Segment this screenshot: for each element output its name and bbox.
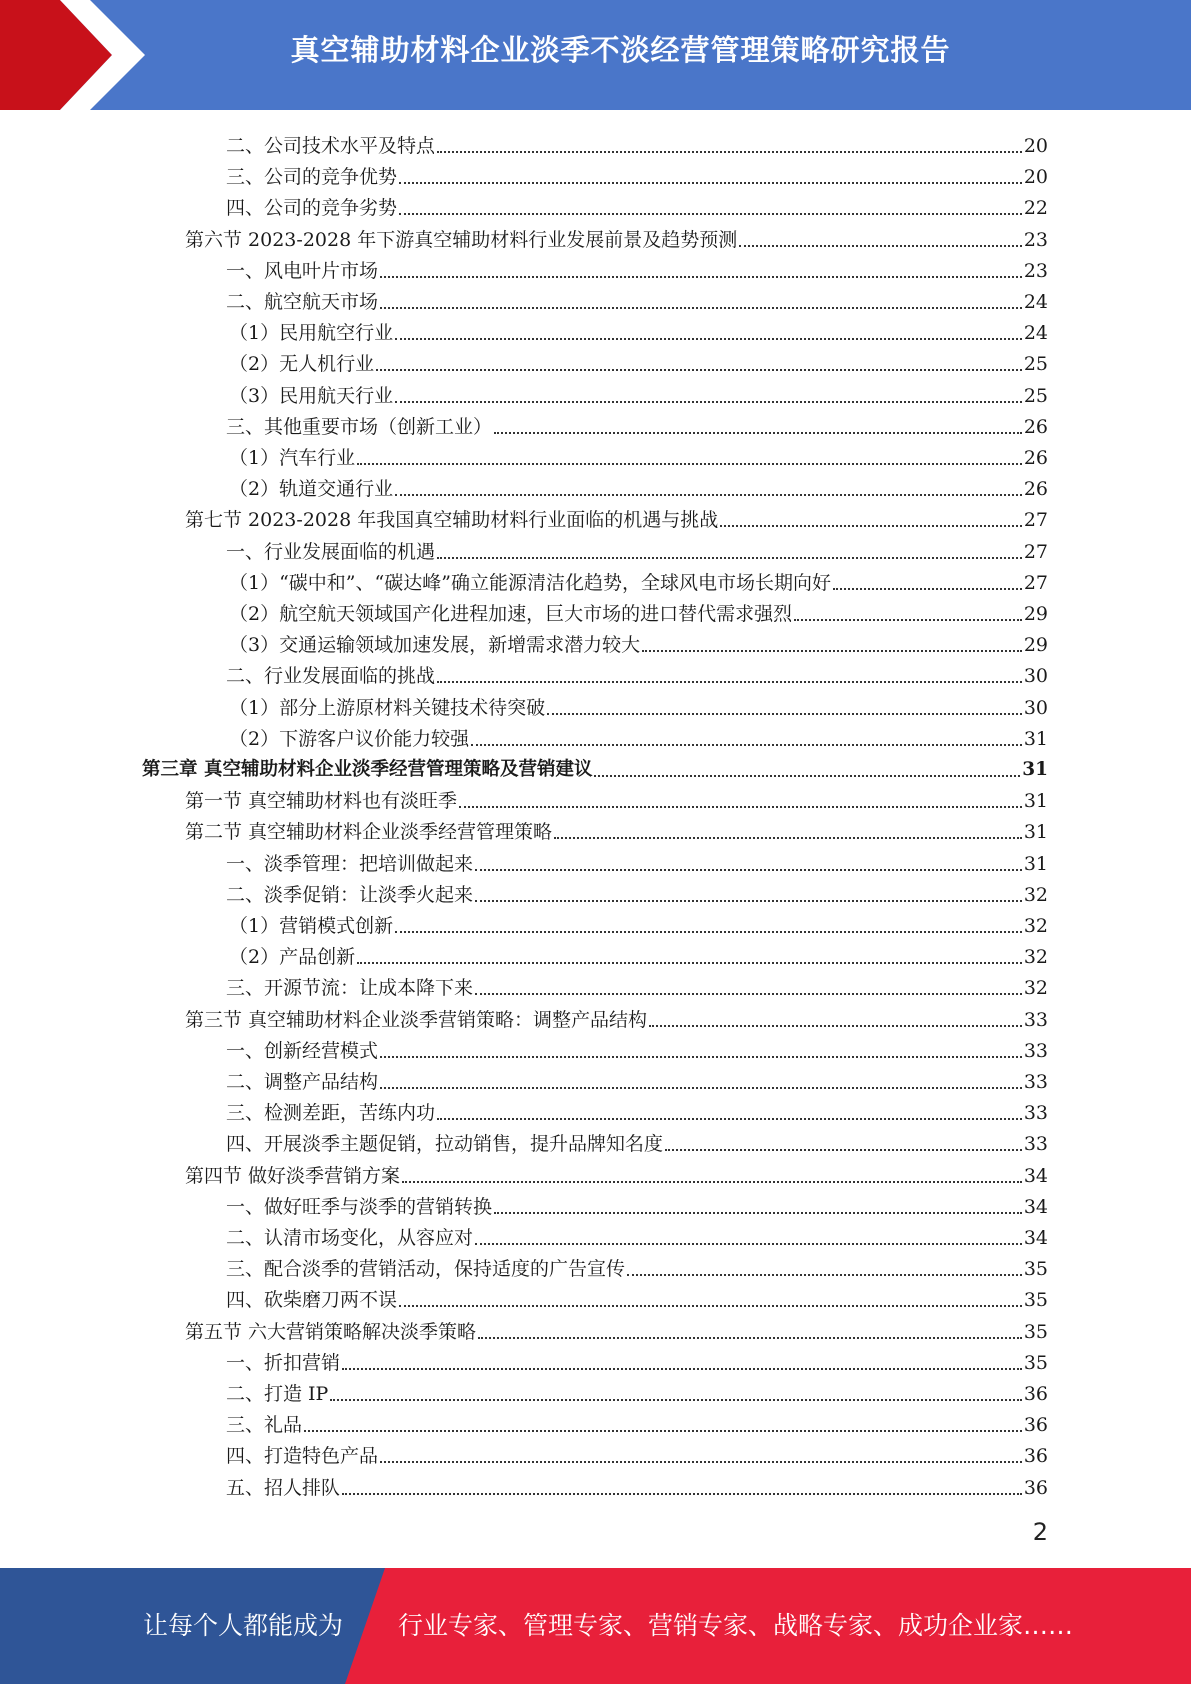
toc-entry-page-number: 26 (1023, 447, 1048, 469)
toc-entry-page-number: 34 (1023, 1227, 1048, 1249)
toc-dot-leader (395, 493, 1022, 496)
toc-entry-page-number: 27 (1023, 540, 1048, 563)
toc-entry-page-number: 32 (1023, 883, 1048, 906)
toc-entry[interactable] (229, 377, 1048, 408)
toc-entry[interactable] (185, 1313, 1048, 1344)
toc-entry[interactable] (226, 1250, 1048, 1281)
toc-dot-leader (395, 930, 1022, 933)
toc-dot-leader (437, 680, 1022, 683)
toc-entry-title: 第二节 真空辅助材料企业淡季经营管理策略 (185, 821, 553, 844)
toc-dot-leader (547, 712, 1022, 715)
toc-entry-title: 第一节 真空辅助材料也有淡旺季 (185, 790, 458, 813)
toc-entry-title: （2）航空航天领域国产化进程加速，巨大市场的进口替代需求强烈 (229, 603, 793, 625)
toc-entry[interactable] (226, 657, 1048, 688)
toc-dot-leader (475, 899, 1022, 902)
toc-dot-leader (437, 150, 1022, 153)
toc-entry-page-number: 20 (1023, 135, 1048, 157)
toc-dot-leader (357, 961, 1022, 964)
toc-entry-page-number: 33 (1023, 1071, 1048, 1093)
toc-dot-leader (357, 462, 1022, 465)
toc-entry-page-number: 24 (1023, 322, 1048, 345)
toc-entry[interactable] (226, 845, 1048, 876)
toc-entry[interactable] (226, 189, 1048, 220)
toc-dot-leader (478, 1336, 1022, 1339)
toc-dot-leader (376, 368, 1022, 371)
header-ribbon-graphic (0, 0, 160, 110)
toc-dot-leader (642, 649, 1022, 652)
toc-entry[interactable] (185, 782, 1048, 813)
toc-entry-page-number: 22 (1023, 197, 1048, 220)
toc-entry[interactable] (229, 595, 1048, 626)
toc-dot-leader (380, 1055, 1022, 1058)
toc-entry[interactable] (226, 158, 1048, 189)
toc-entry-title: 二、航空航天市场 (226, 291, 379, 313)
toc-entry-page-number: 33 (1023, 1133, 1048, 1156)
toc-entry[interactable] (226, 1219, 1048, 1250)
toc-entry-page-number: 25 (1023, 353, 1048, 376)
toc-dot-leader (437, 1117, 1022, 1120)
toc-entry-title: （1）部分上游原材料关键技术待突破 (229, 696, 546, 719)
toc-entry-page-number: 25 (1023, 384, 1048, 407)
toc-entry-page-number: 35 (1023, 1258, 1048, 1281)
toc-entry[interactable] (229, 470, 1048, 501)
toc-entry-page-number: 26 (1023, 415, 1048, 438)
toc-entry-page-number: 31 (1023, 852, 1048, 875)
toc-entry-title: 四、公司的竞争劣势 (226, 197, 398, 220)
toc-dot-leader (330, 1398, 1021, 1401)
toc-entry-title: （2）轨道交通行业 (229, 478, 394, 501)
toc-entry-page-number: 34 (1023, 1164, 1048, 1187)
toc-entry-page-number: 31 (1022, 759, 1048, 780)
toc-entry[interactable] (229, 720, 1048, 751)
toc-dot-leader (437, 556, 1022, 559)
toc-dot-leader (627, 1273, 1022, 1276)
toc-entry-title: 二、认清市场变化，从容应对 (226, 1227, 474, 1249)
toc-entry[interactable] (185, 221, 1048, 252)
toc-entry[interactable] (226, 1437, 1048, 1468)
toc-entry[interactable] (226, 1063, 1048, 1094)
toc-entry-title: 四、砍柴磨刀两不误 (226, 1289, 398, 1312)
toc-entry[interactable] (185, 501, 1048, 532)
toc-entry[interactable] (226, 1406, 1048, 1437)
toc-dot-leader (380, 1086, 1022, 1089)
toc-entry[interactable] (229, 938, 1048, 969)
toc-entry-title: 二、公司技术水平及特点 (226, 135, 436, 157)
toc-entry-title: 第六节 2023-2028 年下游真空辅助材料行业发展前景及趋势预测 (185, 228, 738, 251)
toc-dot-leader (399, 212, 1022, 215)
footer-band (0, 1568, 1191, 1684)
toc-entry-page-number: 24 (1023, 291, 1048, 313)
toc-dot-leader (342, 1492, 1022, 1495)
toc-entry-page-number: 27 (1023, 509, 1048, 532)
toc-entry-page-number: 23 (1023, 228, 1048, 251)
toc-dot-leader (475, 1242, 1022, 1245)
toc-entry-page-number: 30 (1023, 665, 1048, 688)
toc-entry-page-number: 33 (1023, 1102, 1048, 1125)
toc-entry-title: （1）汽车行业 (229, 447, 356, 469)
toc-dot-leader (395, 337, 1022, 340)
toc-entry[interactable] (226, 1344, 1048, 1375)
toc-entry[interactable] (226, 533, 1048, 564)
toc-entry[interactable] (185, 1157, 1048, 1188)
toc-entry[interactable] (229, 564, 1048, 595)
toc-entry-title: 三、公司的竞争优势 (226, 166, 398, 189)
toc-entry-title: （2）无人机行业 (229, 353, 375, 376)
toc-entry-page-number: 31 (1023, 821, 1048, 844)
toc-dot-leader (554, 836, 1022, 839)
toc-entry-page-number: 36 (1023, 1414, 1048, 1437)
toc-entry-title: 三、配合淡季的营销活动，保持适度的广告宣传 (226, 1258, 626, 1281)
toc-dot-leader (475, 868, 1022, 871)
header-band (0, 0, 1191, 110)
toc-entry-title: 第三节 真空辅助材料企业淡季营销策略：调整产品结构 (185, 1008, 648, 1031)
toc-entry-page-number: 32 (1023, 977, 1048, 1000)
toc-entry[interactable] (185, 1001, 1048, 1032)
toc-dot-leader (380, 275, 1022, 278)
toc-entry-title: 第七节 2023-2028 年我国真空辅助材料行业面临的机遇与挑战 (185, 509, 719, 532)
toc-entry-title: 二、行业发展面临的挑战 (226, 665, 436, 688)
toc-dot-leader (380, 306, 1022, 309)
toc-entry[interactable] (226, 252, 1048, 283)
toc-dot-leader (471, 743, 1022, 746)
toc-entry-title: 二、调整产品结构 (226, 1071, 379, 1093)
toc-entry[interactable] (229, 314, 1048, 345)
toc-dot-leader (649, 1024, 1022, 1027)
toc-dot-leader (395, 400, 1022, 403)
toc-entry-page-number: 20 (1023, 166, 1048, 189)
toc-entry-page-number: 29 (1023, 634, 1048, 657)
toc-entry-title: 三、其他重要市场（创新工业） (226, 415, 493, 438)
toc-entry[interactable] (226, 969, 1048, 1000)
toc-entry-page-number: 27 (1023, 571, 1048, 594)
toc-dot-leader (459, 805, 1022, 808)
toc-dot-leader (665, 1148, 1022, 1151)
toc-entry[interactable] (229, 626, 1048, 657)
toc-dot-leader (794, 618, 1022, 621)
toc-entry[interactable] (226, 408, 1048, 439)
toc-entry[interactable] (226, 1469, 1048, 1500)
toc-entry-title: 一、淡季管理：把培训做起来 (226, 852, 474, 875)
toc-entry-page-number: 36 (1023, 1445, 1048, 1468)
toc-entry-title: （3）交通运输领域加速发展，新增需求潜力较大 (229, 634, 641, 657)
toc-entry-page-number: 33 (1023, 1008, 1048, 1031)
toc-entry-page-number: 32 (1023, 915, 1048, 937)
page-number: 2 (1032, 1518, 1048, 1546)
toc-entry-page-number: 30 (1023, 696, 1048, 719)
toc-dot-leader (494, 1211, 1022, 1214)
toc-entry[interactable] (229, 439, 1048, 470)
toc-entry-title: 五、招人排队 (226, 1476, 341, 1499)
toc-entry-page-number: 36 (1023, 1476, 1048, 1499)
toc-entry-title: 第五节 六大营销策略解决淡季策略 (185, 1320, 477, 1343)
toc-entry-title: 第三章 真空辅助材料企业淡季经营管理策略及营销建议 (142, 759, 593, 780)
footer-slogan-left: 让每个人都能成为 (143, 1611, 344, 1640)
toc-entry[interactable] (229, 907, 1048, 938)
toc-dot-leader (399, 1304, 1022, 1307)
toc-dot-leader (833, 587, 1022, 590)
toc-entry-page-number: 23 (1023, 259, 1048, 282)
toc-entry-page-number: 31 (1023, 790, 1048, 813)
toc-dot-leader (720, 524, 1022, 527)
toc-dot-leader (594, 774, 1020, 777)
toc-entry[interactable] (226, 127, 1048, 158)
toc-entry[interactable] (226, 1125, 1048, 1156)
toc-entry-title: 三、开源节流：让成本降下来 (226, 977, 474, 1000)
toc-entry[interactable] (229, 689, 1048, 720)
toc-dot-leader (304, 1429, 1022, 1432)
toc-entry-title: 一、做好旺季与淡季的营销转换 (226, 1195, 493, 1218)
toc-dot-leader (380, 1460, 1022, 1463)
toc-entry-title: （2）下游客户议价能力较强 (229, 727, 470, 750)
toc-entry-title: （1）“碳中和”、“碳达峰”确立能源清洁化趋势，全球风电市场长期向好 (229, 571, 831, 594)
toc-entry-page-number: 35 (1023, 1351, 1048, 1374)
toc-entry-page-number: 34 (1023, 1195, 1048, 1218)
toc-entry-page-number: 32 (1023, 946, 1048, 969)
toc-entry[interactable] (226, 1375, 1048, 1406)
toc-entry-page-number: 29 (1023, 603, 1048, 625)
toc-entry-title: （2）产品创新 (229, 946, 356, 969)
toc-entry[interactable] (226, 1188, 1048, 1219)
footer-slogan-right: 行业专家、管理专家、营销专家、战略专家、成功企业家…… (398, 1611, 1074, 1640)
toc-entry[interactable] (226, 876, 1048, 907)
toc-entry-page-number: 33 (1023, 1039, 1048, 1062)
toc-entry-page-number: 35 (1023, 1289, 1048, 1312)
toc-entry-title: （3）民用航天行业 (229, 384, 394, 407)
toc-dot-leader (399, 181, 1022, 184)
toc-entry-page-number: 35 (1023, 1320, 1048, 1343)
toc-entry-title: 一、折扣营销 (226, 1351, 341, 1374)
toc-entry-title: 三、检测差距，苦练内功 (226, 1102, 436, 1125)
toc-entry-title: （1）民用航空行业 (229, 322, 394, 345)
toc-entry-title: 一、风电叶片市场 (226, 259, 379, 282)
toc-entry-page-number: 31 (1023, 727, 1048, 750)
toc-dot-leader (342, 1367, 1022, 1370)
toc-entry[interactable] (229, 345, 1048, 376)
toc-entry[interactable] (185, 813, 1048, 844)
toc-entry[interactable] (142, 751, 1048, 782)
toc-entry-page-number: 26 (1023, 478, 1048, 501)
toc-entry-title: 二、淡季促销：让淡季火起来 (226, 883, 474, 906)
toc-dot-leader (402, 1180, 1022, 1183)
toc-entry-title: 四、打造特色产品 (226, 1445, 379, 1468)
toc-entry[interactable] (226, 283, 1048, 314)
toc-entry-title: （1）营销模式创新 (229, 915, 394, 937)
toc-entry-page-number: 36 (1023, 1383, 1048, 1405)
toc-entry-title: 三、礼品 (226, 1414, 303, 1437)
toc-dot-leader (475, 992, 1022, 995)
toc-entry-title: 一、行业发展面临的机遇 (226, 540, 436, 563)
toc-dot-leader (739, 244, 1022, 247)
toc-dot-leader (494, 431, 1022, 434)
toc-entry-title: 四、开展淡季主题促销，拉动销售，提升品牌知名度 (226, 1133, 664, 1156)
toc-entry[interactable] (226, 1032, 1048, 1063)
toc-entry[interactable] (226, 1094, 1048, 1125)
toc-entry-title: 一、创新经营模式 (226, 1039, 379, 1062)
toc-entry-title: 二、打造 IP (226, 1383, 329, 1405)
toc-entry[interactable] (226, 1281, 1048, 1312)
report-title: 真空辅助材料企业淡季不淡经营管理策略研究报告 (290, 33, 951, 67)
toc-entry-title: 第四节 做好淡季营销方案 (185, 1164, 401, 1187)
